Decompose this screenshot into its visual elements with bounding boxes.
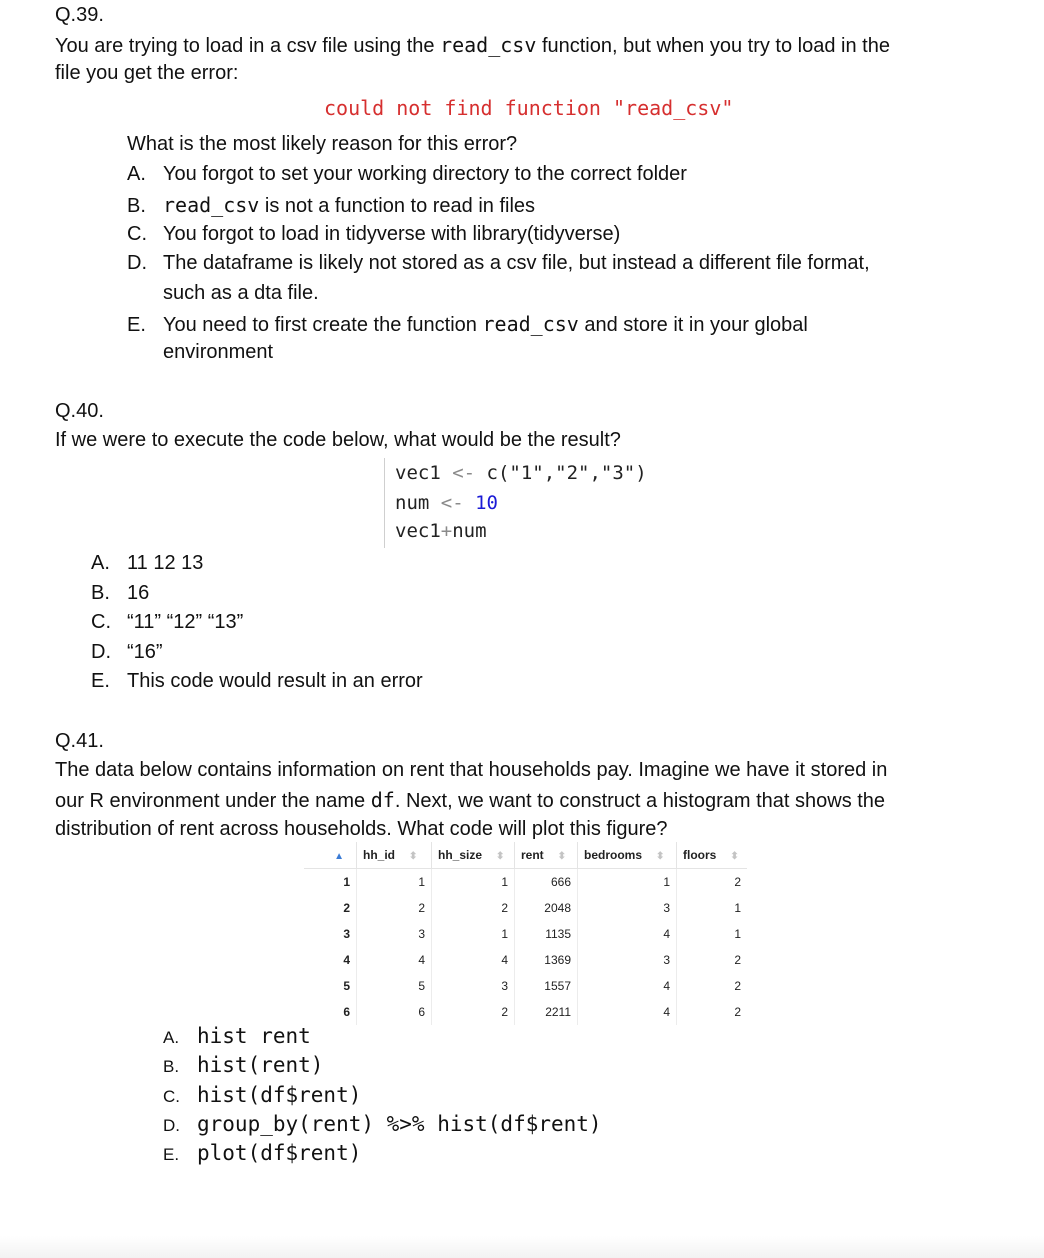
- q40-option-e: E. This code would result in an error: [91, 670, 423, 692]
- table-cell: 6: [357, 999, 432, 1025]
- q39-option-c: C. You forgot to load in tidyverse with library(tidyverse): [127, 223, 621, 245]
- data-table: [304, 842, 747, 1025]
- table-cell: 2048: [515, 895, 578, 921]
- q39-option-e-cont: environment: [163, 341, 274, 363]
- table-cell: 3: [578, 947, 677, 973]
- col-header-rent[interactable]: rent ⬍: [515, 842, 578, 869]
- code-line-3: vec1+num: [395, 520, 487, 542]
- row-index: 2: [304, 895, 357, 921]
- col-header-index[interactable]: [304, 842, 357, 869]
- q41-option-d: D. group_by(rent) %>% hist(df$rent): [163, 1112, 602, 1136]
- q41-number: Q.41.: [55, 730, 104, 752]
- table-cell: 4: [578, 973, 677, 999]
- row-index: 3: [304, 921, 357, 947]
- q41-line2: our R environment under the name df. Next, we want to construct a histogram that shows the: [55, 788, 886, 812]
- table-cell: 3: [578, 895, 677, 921]
- table-cell: 4: [357, 947, 432, 973]
- q41-option-a: A. hist rent: [163, 1024, 311, 1048]
- q39-number: Q.39.: [55, 4, 104, 26]
- table-cell: 2: [432, 999, 515, 1025]
- col-header-hh-size[interactable]: hh_size ⬍: [432, 842, 515, 869]
- q40-option-c: C. “11” “12” “13”: [91, 611, 244, 633]
- q39-option-d: D. The dataframe is likely not stored as a csv file, but instead a different file format,: [127, 252, 870, 274]
- table-row: [304, 947, 747, 973]
- table-cell: 4: [432, 947, 515, 973]
- q39-option-d-cont: such as a dta file.: [163, 282, 319, 304]
- q40-prompt: If we were to execute the code below, what would be the result?: [55, 429, 621, 451]
- q39-option-b: B. read_csv is not a function to read in files: [127, 193, 536, 217]
- table-cell: 2: [734, 1005, 741, 1019]
- table-cell: 2: [357, 895, 432, 921]
- q41-line3: distribution of rent across households. What code will plot this figure?: [55, 818, 668, 840]
- sort-icon: ⬍: [656, 851, 665, 862]
- sort-icon: ⬍: [730, 851, 739, 862]
- q41-line1: The data below contains information on rent that households pay. Imagine we have it stored in: [55, 759, 888, 781]
- table-cell: 1135: [515, 921, 578, 947]
- sort-icon: ⬍: [557, 851, 567, 862]
- table-cell: 666: [515, 869, 578, 896]
- table-cell: 1: [357, 869, 432, 896]
- row-index: 4: [304, 947, 357, 973]
- table-row: [304, 973, 747, 999]
- table-cell: 2211: [515, 999, 578, 1025]
- table-cell: 5: [357, 973, 432, 999]
- table-header-row: [304, 842, 747, 869]
- table-cell: 1: [734, 927, 741, 941]
- table-cell: 2: [734, 953, 741, 967]
- q40-option-d: D. “16”: [91, 641, 163, 663]
- table-cell: 3: [357, 921, 432, 947]
- q39-option-a: A. You forgot to set your working directory to the correct folder: [127, 163, 687, 185]
- table-row: [304, 921, 747, 947]
- q39-question: What is the most likely reason for this error?: [127, 133, 518, 155]
- table-cell: 2: [432, 895, 515, 921]
- row-index: 5: [304, 973, 357, 999]
- table-cell: 2: [734, 875, 741, 889]
- q40-number: Q.40.: [55, 400, 104, 422]
- q40-option-a: A. 11 12 13: [91, 552, 204, 574]
- error-message: could not find function "read_csv": [324, 96, 734, 120]
- table-cell: 4: [578, 921, 677, 947]
- col-header-bedrooms[interactable]: bedrooms ⬍: [578, 842, 677, 869]
- table-row: [304, 895, 747, 921]
- q39-prompt-line1: You are trying to load in a csv file using the read_csv function, but when you try to load in the: [55, 33, 890, 57]
- col-header-floors[interactable]: floors ⬍: [677, 842, 748, 869]
- q40-option-b: B. 16: [91, 582, 150, 604]
- table-row: [304, 999, 747, 1025]
- sort-icon: ⬍: [496, 851, 505, 862]
- page-bottom-edge: [0, 1236, 1044, 1258]
- code-line-1: vec1 <- c("1","2","3"): [395, 462, 647, 484]
- table-cell: 3: [432, 973, 515, 999]
- table-cell: 1369: [515, 947, 578, 973]
- q39-prompt-line2: file you get the error:: [55, 62, 239, 84]
- code-block: [384, 458, 685, 548]
- code-line-2: num <- 10: [395, 492, 498, 514]
- row-index: 6: [304, 999, 357, 1025]
- table-cell: 2: [734, 979, 741, 993]
- table-cell: 1557: [515, 973, 578, 999]
- table-row: [304, 869, 747, 896]
- col-header-hh-id[interactable]: hh_id ⬍: [357, 842, 432, 869]
- q39-option-e: E. You need to first create the function read_csv and store it in your global: [127, 312, 808, 336]
- table-cell: 1: [432, 869, 515, 896]
- table-cell: 1: [578, 869, 677, 896]
- q41-option-b: B. hist(rent): [163, 1053, 324, 1077]
- table-cell: 1: [432, 921, 515, 947]
- sort-icon: ⬍: [409, 851, 418, 862]
- q41-option-e: E. plot(df$rent): [163, 1141, 362, 1165]
- table-cell: 1: [734, 901, 741, 915]
- row-index: 1: [304, 869, 357, 896]
- table-cell: 4: [578, 999, 677, 1025]
- sort-up-icon: ▲: [334, 851, 344, 862]
- q41-option-c: C. hist(df$rent): [163, 1083, 362, 1107]
